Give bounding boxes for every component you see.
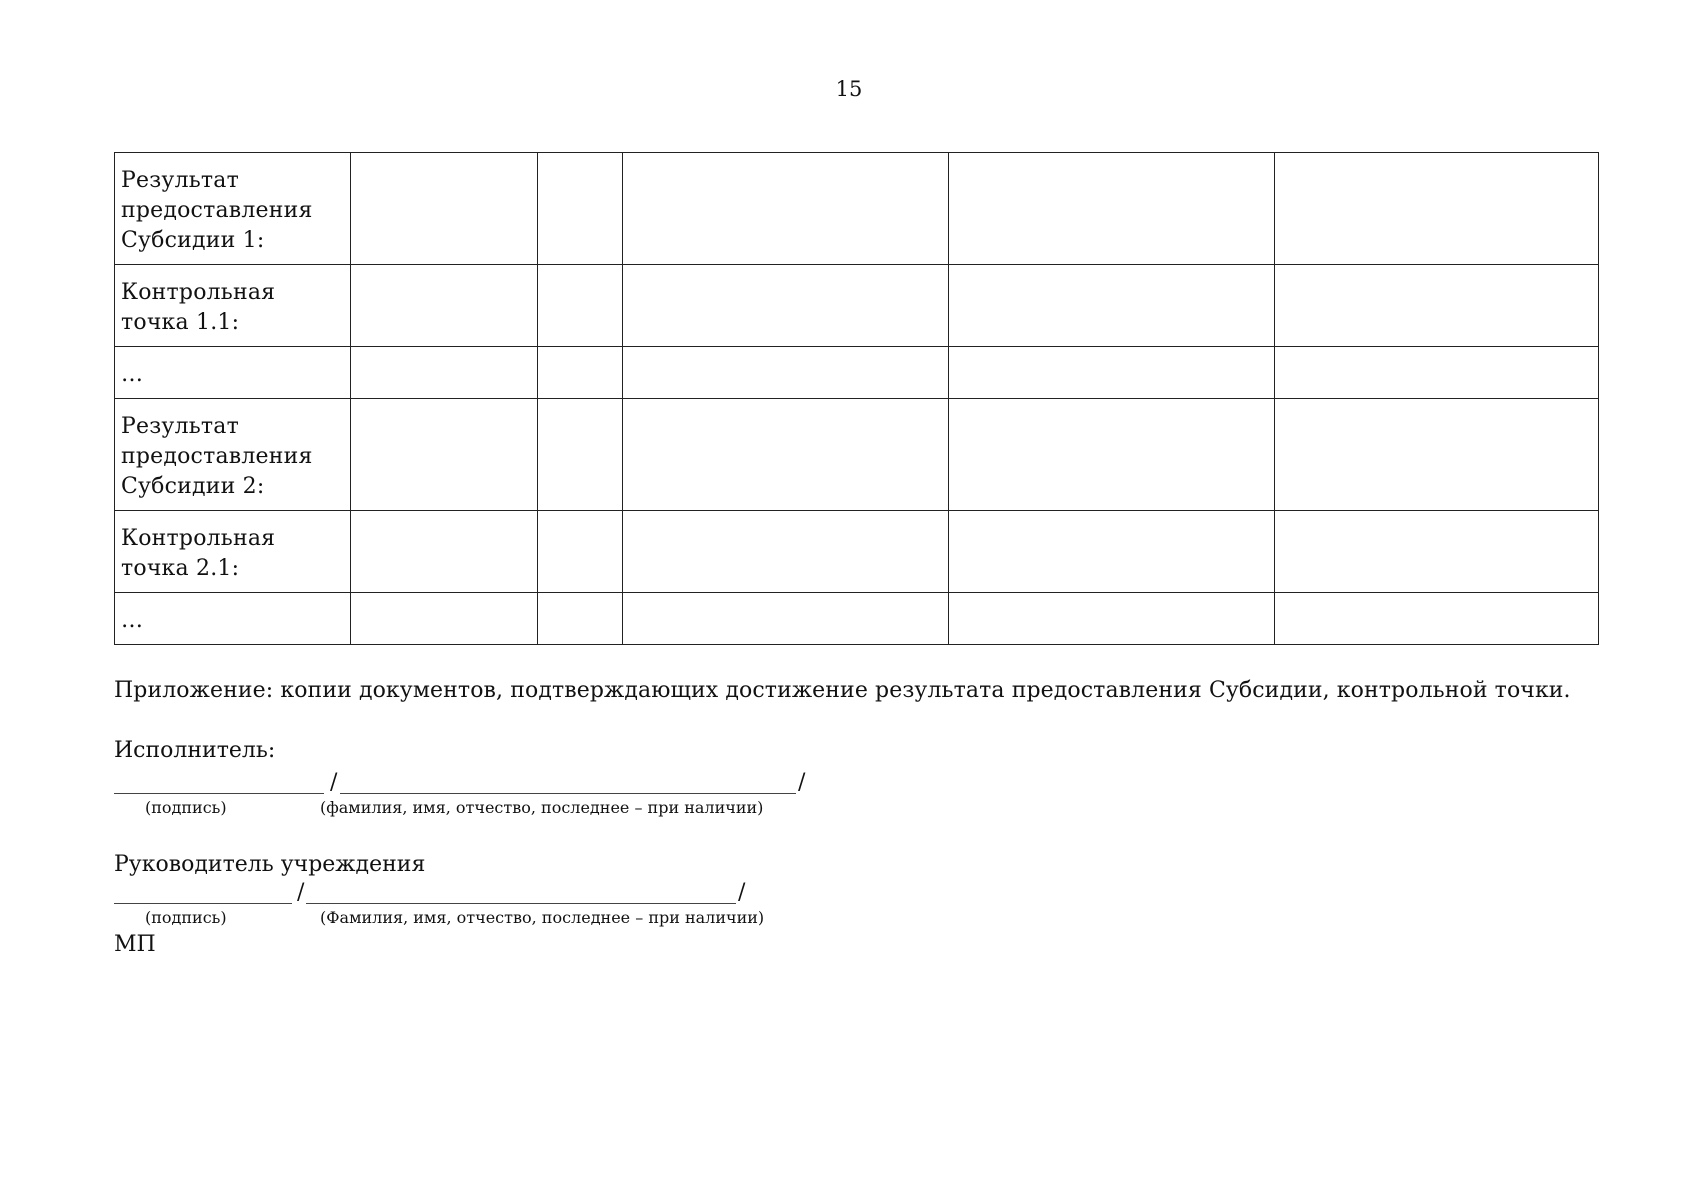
executor-title: Исполнитель: bbox=[114, 738, 276, 763]
table-cell bbox=[351, 399, 538, 511]
table-cell bbox=[949, 265, 1275, 347]
table-cell bbox=[351, 511, 538, 593]
table-row bbox=[115, 511, 1599, 593]
table-cell bbox=[351, 265, 538, 347]
table-cell bbox=[623, 347, 949, 399]
table-cell bbox=[949, 593, 1275, 645]
table-cell bbox=[538, 511, 623, 593]
table-row bbox=[115, 399, 1599, 511]
executor-name-caption: (фамилия, имя, отчество, последнее – при наличии) bbox=[320, 798, 764, 817]
executor-slash-open: / bbox=[330, 770, 338, 795]
row-label: Результат предоставления Субсидии 1: bbox=[115, 153, 351, 265]
head-name-line bbox=[306, 903, 736, 904]
head-title: Руководитель учреждения bbox=[114, 852, 426, 877]
table-row bbox=[115, 347, 1599, 399]
appendix-note: Приложение: копии документов, подтверждающих достижение результата предоставления Субсидии, контрольной точки. bbox=[114, 678, 1571, 703]
table-cell bbox=[623, 593, 949, 645]
table-cell bbox=[623, 265, 949, 347]
table-cell bbox=[1275, 399, 1599, 511]
page-number: 15 bbox=[835, 77, 863, 101]
table-cell bbox=[949, 347, 1275, 399]
table-cell bbox=[1275, 593, 1599, 645]
head-slash-open: / bbox=[297, 880, 305, 905]
executor-name-line bbox=[340, 793, 796, 794]
report-table bbox=[114, 152, 1599, 645]
table-cell bbox=[1275, 347, 1599, 399]
table-cell bbox=[351, 153, 538, 265]
row-label: Результат предоставления Субсидии 2: bbox=[115, 399, 351, 511]
executor-signature-line bbox=[114, 793, 324, 794]
table-cell bbox=[538, 265, 623, 347]
table-row bbox=[115, 265, 1599, 347]
table-cell bbox=[538, 153, 623, 265]
table-cell bbox=[949, 511, 1275, 593]
table-row bbox=[115, 593, 1599, 645]
executor-signature-caption: (подпись) bbox=[145, 798, 227, 817]
executor-slash-close: / bbox=[798, 770, 806, 795]
table-cell bbox=[1275, 153, 1599, 265]
table-cell bbox=[351, 347, 538, 399]
table-cell bbox=[623, 153, 949, 265]
row-label: Контрольная точка 1.1: bbox=[115, 265, 351, 347]
table-cell bbox=[623, 399, 949, 511]
head-name-caption: (Фамилия, имя, отчество, последнее – при наличии) bbox=[320, 908, 765, 927]
head-signature-caption: (подпись) bbox=[145, 908, 227, 927]
row-label: Контрольная точка 2.1: bbox=[115, 511, 351, 593]
row-label: … bbox=[115, 593, 351, 645]
table-cell bbox=[538, 399, 623, 511]
table-cell bbox=[538, 347, 623, 399]
table-cell bbox=[1275, 511, 1599, 593]
row-label: … bbox=[115, 347, 351, 399]
table-cell bbox=[949, 153, 1275, 265]
table-cell bbox=[538, 593, 623, 645]
table-cell bbox=[1275, 265, 1599, 347]
table-cell bbox=[949, 399, 1275, 511]
head-signature-line bbox=[114, 903, 292, 904]
head-slash-close: / bbox=[738, 880, 746, 905]
table-row bbox=[115, 153, 1599, 265]
table-cell bbox=[623, 511, 949, 593]
stamp-placeholder: МП bbox=[114, 932, 156, 957]
table-cell bbox=[351, 593, 538, 645]
